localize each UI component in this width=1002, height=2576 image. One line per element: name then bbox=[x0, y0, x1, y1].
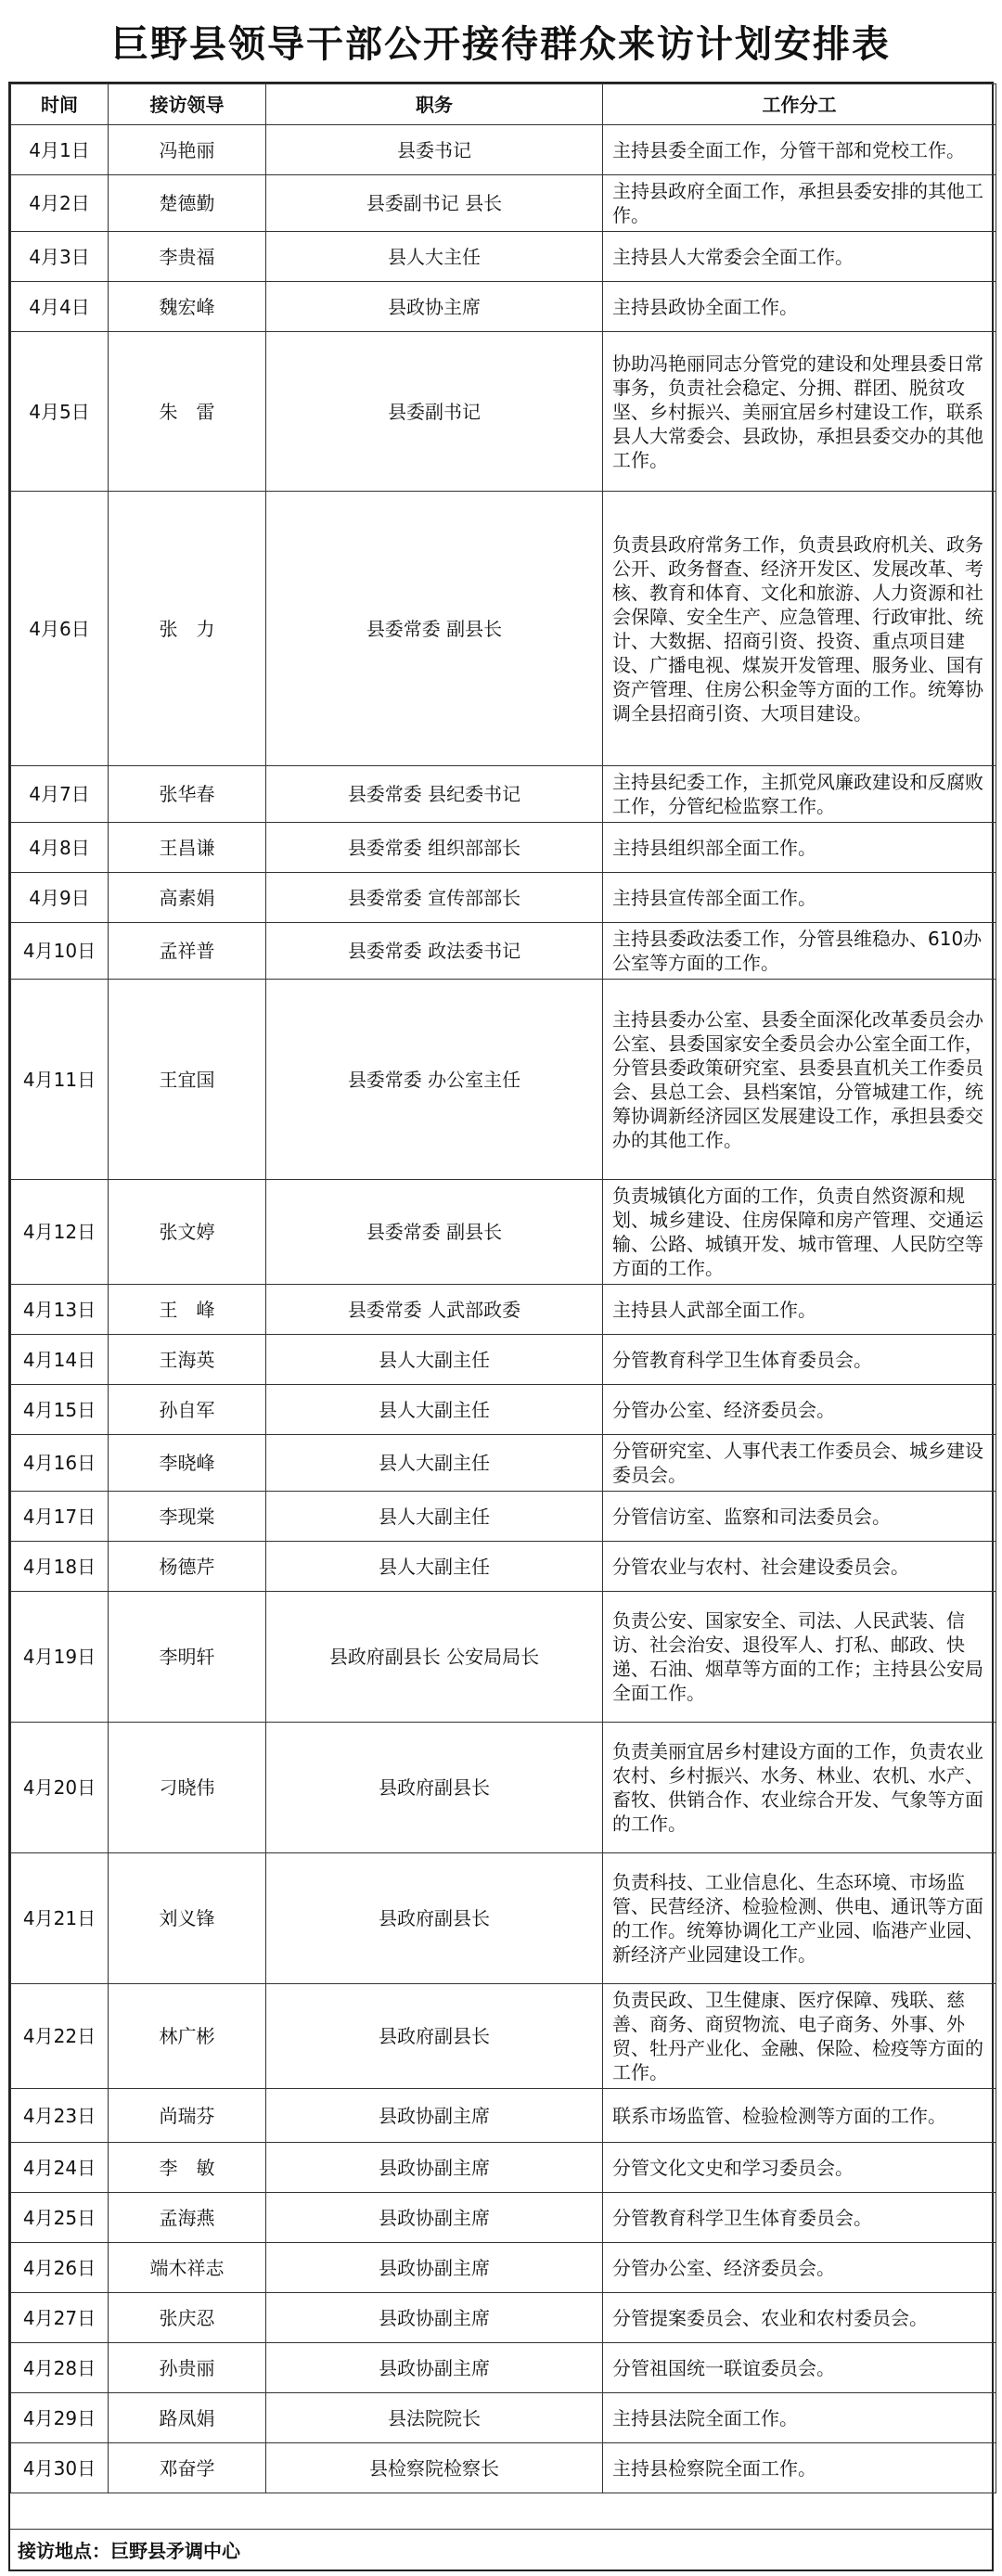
table-row bbox=[11, 2143, 996, 2193]
cell-leader: 冯艳丽 bbox=[109, 125, 266, 175]
cell-date: 4月29日 bbox=[11, 2393, 109, 2443]
cell-leader: 李晓峰 bbox=[109, 1435, 266, 1492]
cell-position: 县委常委 宣传部部长 bbox=[266, 873, 603, 923]
table-header-row bbox=[11, 84, 996, 125]
cell-position: 县人大副主任 bbox=[266, 1435, 603, 1492]
cell-duty: 分管办公室、经济委员会。 bbox=[603, 2243, 996, 2293]
cell-duty: 协助冯艳丽同志分管党的建设和处理县委日常事务，负责社会稳定、分拥、群团、脱贫攻坚、乡村振兴、美丽宜居乡村建设工作，联系县人大常委会、县政协，承担县委交办的其他工作。 bbox=[603, 332, 996, 492]
cell-position: 县政府副县长 bbox=[266, 1984, 603, 2089]
cell-date: 4月21日 bbox=[11, 1853, 109, 1984]
table-row bbox=[11, 2393, 996, 2443]
cell-position: 县法院院长 bbox=[266, 2393, 603, 2443]
cell-duty: 主持县纪委工作，主抓党风廉政建设和反腐败工作，分管纪检监察工作。 bbox=[603, 766, 996, 823]
cell-duty: 负责县政府常务工作，负责县政府机关、政务公开、政务督查、经济开发区、发展改革、考核、教育和体育、文化和旅游、人力资源和社会保障、安全生产、应急管理、行政审批、统计、大数据、招商引资、投资、重点项目建设、广播电视、煤炭开发管理、服务业、国有资产管理、住房公积金等方面的工作。统筹协调全县招商引资、大项目建设。 bbox=[603, 492, 996, 766]
cell-leader: 尚瑞芬 bbox=[109, 2089, 266, 2143]
cell-date: 4月14日 bbox=[11, 1335, 109, 1385]
table-row bbox=[11, 492, 996, 766]
cell-duty: 负责美丽宜居乡村建设方面的工作，负责农业农村、乡村振兴、水务、林业、农机、水产、畜牧、供销合作、农业综合开发、气象等方面的工作。 bbox=[603, 1723, 996, 1853]
cell-date: 4月28日 bbox=[11, 2343, 109, 2393]
cell-duty: 分管祖国统一联谊委员会。 bbox=[603, 2343, 996, 2393]
cell-duty: 分管信访室、监察和司法委员会。 bbox=[603, 1492, 996, 1542]
header-position: 职务 bbox=[266, 84, 603, 125]
cell-leader: 张华春 bbox=[109, 766, 266, 823]
cell-date: 4月8日 bbox=[11, 823, 109, 873]
cell-date: 4月22日 bbox=[11, 1984, 109, 2089]
table-row bbox=[11, 232, 996, 282]
cell-date: 4月6日 bbox=[11, 492, 109, 766]
cell-date: 4月10日 bbox=[11, 923, 109, 980]
table-row bbox=[11, 125, 996, 175]
cell-date: 4月9日 bbox=[11, 873, 109, 923]
cell-position: 县委常委 县纪委书记 bbox=[266, 766, 603, 823]
table-row bbox=[11, 1385, 996, 1435]
cell-leader: 魏宏峰 bbox=[109, 282, 266, 332]
cell-position: 县政协副主席 bbox=[266, 2243, 603, 2293]
cell-position: 县委常委 人武部政委 bbox=[266, 1285, 603, 1335]
cell-duty: 分管教育科学卫生体育委员会。 bbox=[603, 2193, 996, 2243]
cell-position: 县政协副主席 bbox=[266, 2143, 603, 2193]
table-body bbox=[11, 125, 996, 2493]
cell-duty: 分管提案委员会、农业和农村委员会。 bbox=[603, 2293, 996, 2343]
cell-position: 县委副书记 县长 bbox=[266, 175, 603, 232]
cell-position: 县委副书记 bbox=[266, 332, 603, 492]
table-row bbox=[11, 980, 996, 1180]
cell-duty: 主持县委全面工作，分管干部和党校工作。 bbox=[603, 125, 996, 175]
cell-leader: 张庆忍 bbox=[109, 2293, 266, 2343]
header-leader: 接访领导 bbox=[109, 84, 266, 125]
cell-date: 4月16日 bbox=[11, 1435, 109, 1492]
cell-leader: 李明轩 bbox=[109, 1592, 266, 1723]
table-row bbox=[11, 282, 996, 332]
cell-date: 4月24日 bbox=[11, 2143, 109, 2193]
cell-position: 县委常委 组织部部长 bbox=[266, 823, 603, 873]
cell-position: 县检察院检察长 bbox=[266, 2443, 603, 2493]
table-row bbox=[11, 823, 996, 873]
cell-date: 4月30日 bbox=[11, 2443, 109, 2493]
cell-duty: 负责民政、卫生健康、医疗保障、残联、慈善、商务、商贸物流、电子商务、外事、外贸、牡丹产业化、金融、保险、检疫等方面的工作。 bbox=[603, 1984, 996, 2089]
table-row bbox=[11, 175, 996, 232]
cell-date: 4月4日 bbox=[11, 282, 109, 332]
table-row bbox=[11, 1723, 996, 1853]
cell-position: 县政府副县长 bbox=[266, 1723, 603, 1853]
table-row bbox=[11, 2193, 996, 2243]
cell-leader: 李现棠 bbox=[109, 1492, 266, 1542]
cell-position: 县人大主任 bbox=[266, 232, 603, 282]
cell-date: 4月25日 bbox=[11, 2193, 109, 2243]
table-row bbox=[11, 2243, 996, 2293]
cell-leader: 刘义锋 bbox=[109, 1853, 266, 1984]
cell-duty: 主持县委办公室、县委全面深化改革委员会办公室、县委国家安全委员会办公室全面工作，分管县委政策研究室、县委县直机关工作委员会、县总工会、县档案馆，分管城建工作，统筹协调新经济园区发展建设工作，承担县委交办的其他工作。 bbox=[603, 980, 996, 1180]
cell-date: 4月5日 bbox=[11, 332, 109, 492]
cell-leader: 朱 雷 bbox=[109, 332, 266, 492]
header-duty: 工作分工 bbox=[603, 84, 996, 125]
table-row bbox=[11, 1984, 996, 2089]
table-row bbox=[11, 1592, 996, 1723]
cell-leader: 孙贵丽 bbox=[109, 2343, 266, 2393]
cell-leader: 楚德勤 bbox=[109, 175, 266, 232]
cell-leader: 林广彬 bbox=[109, 1984, 266, 2089]
cell-date: 4月18日 bbox=[11, 1542, 109, 1592]
cell-date: 4月27日 bbox=[11, 2293, 109, 2343]
cell-duty: 主持县委政法委工作，分管县维稳办、610办公室等方面的工作。 bbox=[603, 923, 996, 980]
cell-duty: 主持县人武部全面工作。 bbox=[603, 1285, 996, 1335]
cell-leader: 李贵福 bbox=[109, 232, 266, 282]
cell-duty: 主持县宣传部全面工作。 bbox=[603, 873, 996, 923]
cell-date: 4月12日 bbox=[11, 1180, 109, 1285]
cell-leader: 孙自军 bbox=[109, 1385, 266, 1435]
table-row bbox=[11, 766, 996, 823]
header-date: 时间 bbox=[11, 84, 109, 125]
cell-duty: 联系市场监管、检验检测等方面的工作。 bbox=[603, 2089, 996, 2143]
schedule-table bbox=[10, 83, 996, 2493]
cell-duty: 主持县政府全面工作，承担县委安排的其他工作。 bbox=[603, 175, 996, 232]
cell-date: 4月15日 bbox=[11, 1385, 109, 1435]
cell-position: 县人大副主任 bbox=[266, 1492, 603, 1542]
cell-duty: 分管教育科学卫生体育委员会。 bbox=[603, 1335, 996, 1385]
cell-leader: 王昌谦 bbox=[109, 823, 266, 873]
cell-date: 4月7日 bbox=[11, 766, 109, 823]
cell-duty: 主持县检察院全面工作。 bbox=[603, 2443, 996, 2493]
page-title: 巨野县领导干部公开接待群众来访计划安排表 bbox=[111, 21, 891, 66]
cell-date: 4月13日 bbox=[11, 1285, 109, 1335]
table-row bbox=[11, 2443, 996, 2493]
table-row bbox=[11, 1285, 996, 1335]
cell-date: 4月3日 bbox=[11, 232, 109, 282]
cell-leader: 杨德芹 bbox=[109, 1542, 266, 1592]
cell-date: 4月23日 bbox=[11, 2089, 109, 2143]
cell-position: 县委常委 政法委书记 bbox=[266, 923, 603, 980]
cell-leader: 路凤娟 bbox=[109, 2393, 266, 2443]
cell-date: 4月17日 bbox=[11, 1492, 109, 1542]
cell-position: 县政协副主席 bbox=[266, 2293, 603, 2343]
cell-date: 4月20日 bbox=[11, 1723, 109, 1853]
visit-location: 接访地点：巨野县矛调中心 bbox=[10, 2529, 992, 2570]
table-row bbox=[11, 2089, 996, 2143]
cell-leader: 王海英 bbox=[109, 1335, 266, 1385]
cell-leader: 王 峰 bbox=[109, 1285, 266, 1335]
cell-position: 县委常委 副县长 bbox=[266, 492, 603, 766]
table-row bbox=[11, 923, 996, 980]
cell-position: 县政府副县长 公安局局长 bbox=[266, 1592, 603, 1723]
cell-duty: 主持县人大常委会全面工作。 bbox=[603, 232, 996, 282]
cell-duty: 负责科技、工业信息化、生态环境、市场监管、民营经济、检验检测、供电、通讯等方面的工作。统筹协调化工产业园、临港产业园、新经济产业园建设工作。 bbox=[603, 1853, 996, 1984]
cell-position: 县委常委 办公室主任 bbox=[266, 980, 603, 1180]
cell-duty: 主持县法院全面工作。 bbox=[603, 2393, 996, 2443]
table-row bbox=[11, 1180, 996, 1285]
cell-duty: 分管文化文史和学习委员会。 bbox=[603, 2143, 996, 2193]
cell-leader: 张文婷 bbox=[109, 1180, 266, 1285]
cell-position: 县委常委 副县长 bbox=[266, 1180, 603, 1285]
cell-date: 4月11日 bbox=[11, 980, 109, 1180]
cell-leader: 孟祥普 bbox=[109, 923, 266, 980]
cell-position: 县人大副主任 bbox=[266, 1542, 603, 1592]
table-row bbox=[11, 332, 996, 492]
cell-leader: 刁晓伟 bbox=[109, 1723, 266, 1853]
cell-position: 县政府副县长 bbox=[266, 1853, 603, 1984]
cell-duty: 主持县组织部全面工作。 bbox=[603, 823, 996, 873]
cell-position: 县政协副主席 bbox=[266, 2089, 603, 2143]
table-row bbox=[11, 1542, 996, 1592]
cell-date: 4月26日 bbox=[11, 2243, 109, 2293]
cell-date: 4月1日 bbox=[11, 125, 109, 175]
table-row bbox=[11, 1335, 996, 1385]
cell-date: 4月2日 bbox=[11, 175, 109, 232]
cell-leader: 高素娟 bbox=[109, 873, 266, 923]
cell-position: 县人大副主任 bbox=[266, 1385, 603, 1435]
cell-date: 4月19日 bbox=[11, 1592, 109, 1723]
table-row bbox=[11, 1435, 996, 1492]
schedule-sheet bbox=[8, 82, 994, 2571]
cell-leader: 张 力 bbox=[109, 492, 266, 766]
cell-leader: 端木祥志 bbox=[109, 2243, 266, 2293]
cell-position: 县政协副主席 bbox=[266, 2193, 603, 2243]
cell-duty: 主持县政协全面工作。 bbox=[603, 282, 996, 332]
cell-position: 县政协副主席 bbox=[266, 2343, 603, 2393]
cell-duty: 分管农业与农村、社会建设委员会。 bbox=[603, 1542, 996, 1592]
table-row bbox=[11, 2343, 996, 2393]
table-row bbox=[11, 873, 996, 923]
cell-duty: 分管研究室、人事代表工作委员会、城乡建设委员会。 bbox=[603, 1435, 996, 1492]
cell-position: 县人大副主任 bbox=[266, 1335, 603, 1385]
cell-leader: 邓奋学 bbox=[109, 2443, 266, 2493]
table-row bbox=[11, 1492, 996, 1542]
cell-position: 县委书记 bbox=[266, 125, 603, 175]
cell-position: 县政协主席 bbox=[266, 282, 603, 332]
cell-leader: 李 敏 bbox=[109, 2143, 266, 2193]
cell-leader: 王宜国 bbox=[109, 980, 266, 1180]
table-row bbox=[11, 1853, 996, 1984]
table-row bbox=[11, 2293, 996, 2343]
cell-duty: 负责城镇化方面的工作，负责自然资源和规划、城乡建设、住房保障和房产管理、交通运输、公路、城镇开发、城市管理、人民防空等方面的工作。 bbox=[603, 1180, 996, 1285]
cell-duty: 负责公安、国家安全、司法、人民武装、信访、社会治安、退役军人、打私、邮政、快递、石油、烟草等方面的工作；主持县公安局全面工作。 bbox=[603, 1592, 996, 1723]
cell-leader: 孟海燕 bbox=[109, 2193, 266, 2243]
cell-duty: 分管办公室、经济委员会。 bbox=[603, 1385, 996, 1435]
